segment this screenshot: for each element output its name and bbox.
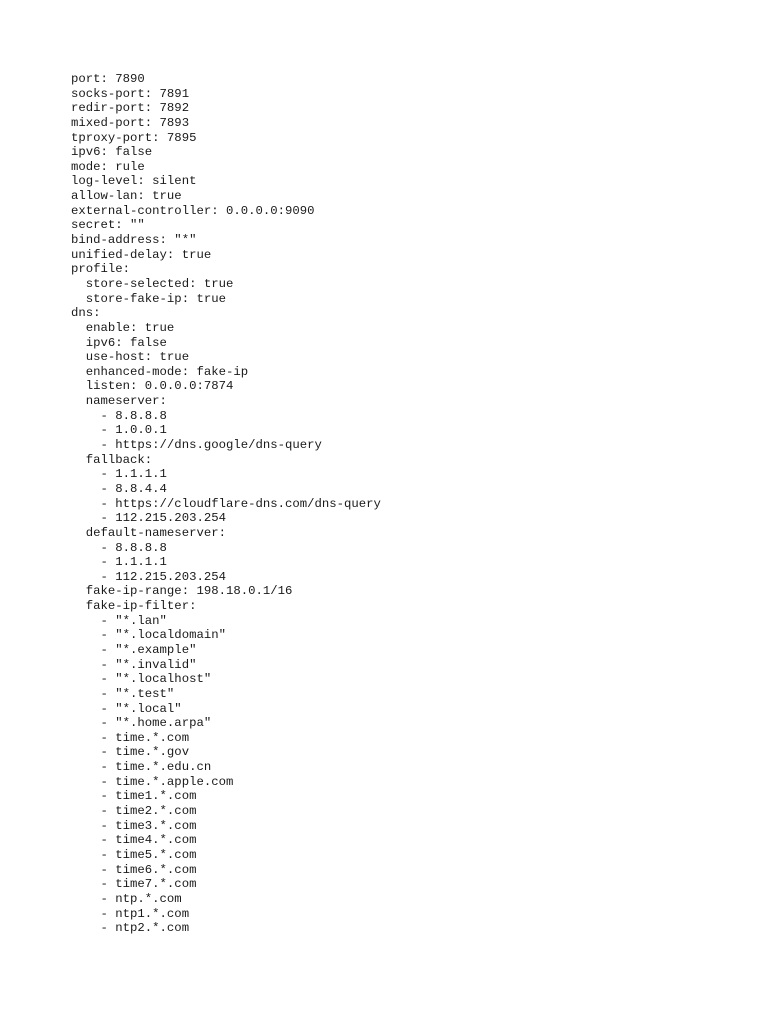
config-line: - 8.8.8.8: [71, 408, 167, 423]
config-line: secret: "": [71, 218, 145, 233]
config-line: - 1.1.1.1: [71, 467, 167, 482]
config-line: log-level: silent: [71, 174, 197, 189]
config-line: enhanced-mode: fake-ip: [71, 364, 249, 379]
config-line: - time7.*.com: [71, 877, 197, 892]
config-line: - "*.localdomain": [71, 628, 226, 643]
config-line: tproxy-port: 7895: [71, 130, 197, 145]
config-line: - "*.test": [71, 686, 175, 701]
config-line: - time5.*.com: [71, 847, 197, 862]
config-line: - time4.*.com: [71, 833, 197, 848]
config-line: bind-address: "*": [71, 233, 197, 248]
config-line: socks-port: 7891: [71, 86, 190, 101]
config-line: use-host: true: [71, 350, 190, 365]
config-line: - "*.invalid": [71, 657, 197, 672]
config-line: external-controller: 0.0.0.0:9090: [71, 203, 315, 218]
config-line: - "*.example": [71, 642, 197, 657]
config-line: - https://cloudflare-dns.com/dns-query: [71, 496, 381, 511]
config-line: store-selected: true: [71, 276, 234, 291]
config-line: - time1.*.com: [71, 789, 197, 804]
config-line: ipv6: false: [71, 335, 167, 350]
config-line: fallback:: [71, 452, 153, 467]
config-line: nameserver:: [71, 394, 167, 409]
config-line: - time2.*.com: [71, 804, 197, 819]
config-line: - 8.8.8.8: [71, 540, 167, 555]
config-line: - "*.lan": [71, 613, 167, 628]
config-line: - 1.0.0.1: [71, 423, 167, 438]
config-line: - ntp.*.com: [71, 891, 182, 906]
config-line: - 112.215.203.254: [71, 511, 226, 526]
config-line: - time.*.com: [71, 730, 190, 745]
config-line: dns:: [71, 306, 101, 321]
config-line: - https://dns.google/dns-query: [71, 438, 322, 453]
config-line: - "*.localhost": [71, 672, 212, 687]
config-line: mode: rule: [71, 159, 145, 174]
config-line: fake-ip-range: 198.18.0.1/16: [71, 584, 293, 599]
config-line: - 112.215.203.254: [71, 569, 226, 584]
config-line: - time.*.edu.cn: [71, 760, 212, 775]
config-line: - "*.home.arpa": [71, 716, 212, 731]
config-text-block: [71, 72, 381, 936]
config-line: - time3.*.com: [71, 818, 197, 833]
config-line: - ntp1.*.com: [71, 906, 190, 921]
config-line: - time6.*.com: [71, 862, 197, 877]
config-line: - "*.local": [71, 701, 182, 716]
config-line: - time.*.apple.com: [71, 774, 234, 789]
config-line: listen: 0.0.0.0:7874: [71, 379, 234, 394]
config-line: profile:: [71, 262, 131, 277]
config-line: - time.*.gov: [71, 745, 190, 760]
config-line: store-fake-ip: true: [71, 291, 226, 306]
config-line: default-nameserver:: [71, 525, 226, 540]
config-line: allow-lan: true: [71, 189, 182, 204]
config-line: port: 7890: [71, 72, 145, 86]
config-line: unified-delay: true: [71, 247, 212, 262]
config-line: - 8.8.4.4: [71, 481, 167, 496]
config-line: fake-ip-filter:: [71, 599, 197, 614]
config-line: - ntp2.*.com: [71, 921, 190, 936]
config-line: mixed-port: 7893: [71, 115, 190, 130]
config-line: enable: true: [71, 320, 175, 335]
config-line: ipv6: false: [71, 145, 153, 160]
config-line: redir-port: 7892: [71, 101, 190, 116]
config-line: - 1.1.1.1: [71, 555, 167, 570]
